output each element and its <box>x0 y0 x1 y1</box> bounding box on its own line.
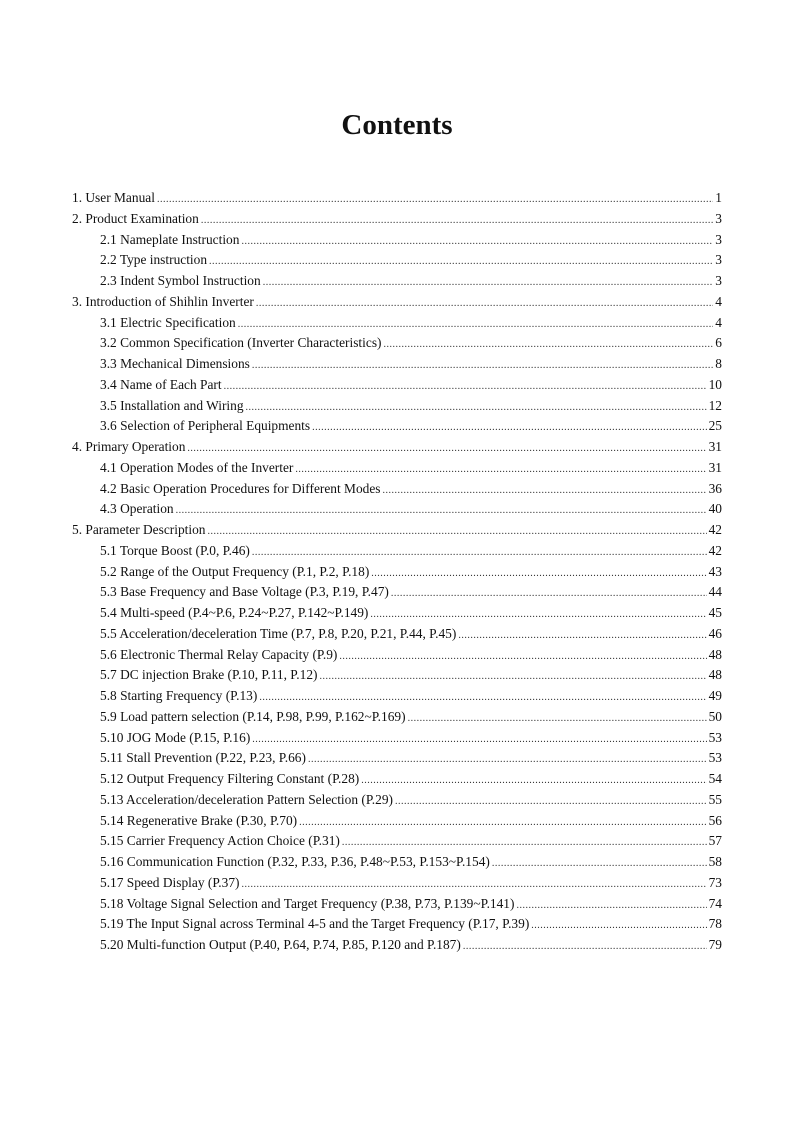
toc-section-entry[interactable] <box>72 769 722 790</box>
toc-page-number: 40 <box>708 501 722 517</box>
toc-dot-leader <box>176 501 707 522</box>
toc-section-entry[interactable] <box>72 582 722 603</box>
toc-dot-leader <box>209 252 713 273</box>
toc-page-number: 25 <box>708 418 722 434</box>
toc-entry-label: 4. Primary Operation <box>72 439 186 454</box>
toc-page-number: 10 <box>708 376 722 392</box>
toc-section-entry[interactable] <box>72 416 722 437</box>
toc-entry-label: 2.1 Nameplate Instruction <box>100 231 240 247</box>
toc-section-entry[interactable] <box>72 665 722 686</box>
toc-page-number: 56 <box>708 812 722 828</box>
toc-dot-leader <box>339 647 706 668</box>
toc-section-entry[interactable] <box>72 333 722 354</box>
toc-dot-leader <box>371 564 706 585</box>
toc-page-number: 50 <box>708 708 722 724</box>
toc-dot-leader <box>252 730 706 751</box>
toc-dot-leader <box>208 522 707 543</box>
toc-dot-leader <box>384 335 714 356</box>
toc-section-entry[interactable] <box>72 562 722 583</box>
toc-page-number: 48 <box>708 646 722 662</box>
toc-dot-leader <box>256 294 713 315</box>
toc-page-number: 73 <box>708 874 722 890</box>
toc-entry-label: 5.16 Communication Function (P.32, P.33, P.36, P.48~P.53, P.153~P.154) <box>100 854 490 869</box>
toc-dot-leader <box>201 211 713 232</box>
toc-entry-label: 5.12 Output Frequency Filtering Constant (P.28) <box>100 771 360 786</box>
toc-section-entry[interactable] <box>72 707 722 728</box>
toc-entry-label: 5.18 Voltage Signal Selection and Target Frequency (P.38, P.73, P.139~P.141) <box>100 895 515 911</box>
toc-page-number: 4 <box>715 314 722 330</box>
toc-entry-label: 5.1 Torque Boost (P.0, P.46) <box>100 542 250 558</box>
toc-section-entry[interactable] <box>72 250 722 271</box>
toc-page-number: 48 <box>708 667 722 683</box>
toc-entry-label: 2.2 Type instruction <box>100 252 208 268</box>
toc-entry-label: 3.5 Installation and Wiring <box>100 397 244 413</box>
toc-section-entry[interactable] <box>72 645 722 666</box>
toc-dot-leader <box>458 626 706 647</box>
toc-entry-label: 5.15 Carrier Frequency Action Choice (P.31) <box>100 833 340 849</box>
toc-entry-label: 3.6 Selection of Peripheral Equipments <box>100 418 311 434</box>
toc-entry-label: 5. Parameter Description <box>72 522 206 537</box>
toc-section-entry[interactable] <box>72 748 722 769</box>
toc-page-number: 42 <box>708 542 722 558</box>
toc-section-entry[interactable] <box>72 852 722 873</box>
toc-section-entry[interactable] <box>72 790 722 811</box>
toc-section-entry[interactable] <box>72 396 722 417</box>
toc-entry-label: 5.10 JOG Mode (P.15, P.16) <box>100 729 251 745</box>
toc-entry-label: 4.1 Operation Modes of the Inverter <box>100 459 294 475</box>
toc-entry-label: 5.13 Acceleration/deceleration Pattern Selection (P.29) <box>100 791 394 807</box>
toc-dot-leader <box>319 667 706 688</box>
toc-dot-leader <box>224 377 707 398</box>
toc-entry-label: 4.2 Basic Operation Procedures for Different Modes <box>100 480 381 496</box>
table-of-contents <box>72 188 722 956</box>
toc-dot-leader <box>391 584 707 605</box>
toc-dot-leader <box>187 439 706 460</box>
toc-entry-label: 5.5 Acceleration/deceleration Time (P.7, P.8, P.20, P.21, P.44, P.45) <box>100 625 457 641</box>
toc-section-entry[interactable] <box>72 458 722 479</box>
toc-section-entry[interactable] <box>72 230 722 251</box>
toc-dot-leader <box>295 460 706 481</box>
toc-entry-label: 5.14 Regenerative Brake (P.30, P.70) <box>100 812 298 828</box>
toc-section-entry[interactable] <box>72 894 722 915</box>
toc-chapter-entry[interactable] <box>72 437 722 458</box>
toc-entry-label: 5.2 Range of the Output Frequency (P.1, P.2, P.18) <box>100 563 370 579</box>
toc-dot-leader <box>383 481 707 502</box>
toc-section-entry[interactable] <box>72 935 722 956</box>
toc-page-number: 12 <box>708 397 722 413</box>
toc-entry-label: 3. Introduction of Shihlin Inverter <box>72 293 254 309</box>
page-title: Contents <box>341 109 453 141</box>
toc-dot-leader <box>157 190 713 211</box>
toc-page-number: 31 <box>708 459 722 475</box>
toc-section-entry[interactable] <box>72 541 722 562</box>
toc-section-entry[interactable] <box>72 873 722 894</box>
toc-chapter-entry[interactable] <box>72 292 722 313</box>
toc-dot-leader <box>408 709 707 730</box>
toc-section-entry[interactable] <box>72 603 722 624</box>
toc-dot-leader <box>299 813 707 834</box>
toc-page-number: 6 <box>715 335 722 351</box>
toc-entry-label: 3.3 Mechanical Dimensions <box>100 356 250 371</box>
toc-entry-label: 5.6 Electronic Thermal Relay Capacity (P.9) <box>100 646 338 662</box>
toc-section-entry[interactable] <box>72 313 722 334</box>
toc-dot-leader <box>395 792 707 813</box>
toc-dot-leader <box>312 418 706 439</box>
toc-page-number: 3 <box>715 252 722 268</box>
toc-entry-label: 5.8 Starting Frequency (P.13) <box>100 688 258 703</box>
toc-page-number: 8 <box>715 356 722 371</box>
toc-page-number: 43 <box>708 563 722 579</box>
toc-dot-leader <box>252 356 713 377</box>
toc-dot-leader <box>246 398 707 419</box>
toc-dot-leader <box>463 937 707 958</box>
toc-dot-leader <box>241 875 706 896</box>
toc-page-number: 31 <box>708 439 722 454</box>
toc-section-entry[interactable] <box>72 271 722 292</box>
toc-section-entry[interactable] <box>72 914 722 935</box>
toc-entry-label: 3.1 Electric Specification <box>100 314 236 330</box>
toc-dot-leader <box>361 771 706 792</box>
toc-entry-label: 5.19 The Input Signal across Terminal 4-5 and the Target Frequency (P.17, P.39) <box>100 916 530 932</box>
toc-page-number: 36 <box>708 480 722 496</box>
toc-section-entry[interactable] <box>72 479 722 500</box>
toc-page-number: 78 <box>708 916 722 932</box>
toc-dot-leader <box>516 896 706 917</box>
toc-page-number: 3 <box>715 273 722 288</box>
toc-section-entry[interactable] <box>72 624 722 645</box>
toc-page-number: 57 <box>708 833 722 849</box>
toc-entry-label: 5.17 Speed Display (P.37) <box>100 874 240 890</box>
toc-entry-label: 5.4 Multi-speed (P.4~P.6, P.24~P.27, P.142~P.149) <box>100 605 369 620</box>
toc-dot-leader <box>308 750 707 771</box>
toc-dot-leader <box>342 833 707 854</box>
toc-section-entry[interactable] <box>72 728 722 749</box>
toc-entry-label: 2. Product Examination <box>72 210 199 226</box>
toc-entry-label: 2.3 Indent Symbol Instruction <box>100 273 261 288</box>
toc-page-number: 79 <box>708 937 722 952</box>
toc-page-number: 45 <box>708 605 722 620</box>
toc-chapter-entry[interactable] <box>72 209 722 230</box>
toc-dot-leader <box>492 854 707 875</box>
toc-entry-label: 3.4 Name of Each Part <box>100 376 222 392</box>
toc-entry-label: 1. User Manual <box>72 190 155 205</box>
toc-page-number: 58 <box>708 854 722 869</box>
toc-page-number: 3 <box>715 210 722 226</box>
toc-chapter-entry[interactable] <box>72 188 722 209</box>
toc-page-number: 53 <box>708 729 722 745</box>
toc-section-entry[interactable] <box>72 831 722 852</box>
toc-section-entry[interactable] <box>72 686 722 707</box>
toc-page-number: 46 <box>708 625 722 641</box>
toc-entry-label: 5.20 Multi-function Output (P.40, P.64, P.74, P.85, P.120 and P.187) <box>100 937 461 952</box>
toc-dot-leader <box>263 273 714 294</box>
toc-entry-label: 5.9 Load pattern selection (P.14, P.98, P.99, P.162~P.169) <box>100 708 406 724</box>
toc-dot-leader <box>238 315 714 336</box>
toc-page-number: 1 <box>715 190 722 205</box>
toc-page-number: 54 <box>708 771 722 786</box>
toc-section-entry[interactable] <box>72 375 722 396</box>
toc-page-number: 53 <box>708 750 722 766</box>
toc-page-number: 42 <box>708 522 722 537</box>
toc-page-number: 44 <box>708 584 722 600</box>
toc-dot-leader <box>259 688 706 709</box>
toc-page-number: 3 <box>715 231 722 247</box>
toc-chapter-entry[interactable] <box>72 520 722 541</box>
toc-entry-label: 3.2 Common Specification (Inverter Characteristics) <box>100 335 382 351</box>
toc-dot-leader <box>252 543 707 564</box>
toc-page-number: 49 <box>708 688 722 703</box>
toc-section-entry[interactable] <box>72 499 722 520</box>
toc-page-number: 74 <box>708 895 722 911</box>
toc-dot-leader <box>241 232 713 253</box>
toc-entry-label: 5.7 DC injection Brake (P.10, P.11, P.12) <box>100 667 318 683</box>
toc-section-entry[interactable] <box>72 811 722 832</box>
toc-section-entry[interactable] <box>72 354 722 375</box>
toc-dot-leader <box>370 605 706 626</box>
toc-entry-label: 4.3 Operation <box>100 501 174 517</box>
toc-entry-label: 5.3 Base Frequency and Base Voltage (P.3, P.19, P.47) <box>100 584 389 600</box>
toc-entry-label: 5.11 Stall Prevention (P.22, P.23, P.66) <box>100 750 306 766</box>
toc-dot-leader <box>531 916 706 937</box>
toc-page-number: 4 <box>715 293 722 309</box>
toc-page-number: 55 <box>708 791 722 807</box>
